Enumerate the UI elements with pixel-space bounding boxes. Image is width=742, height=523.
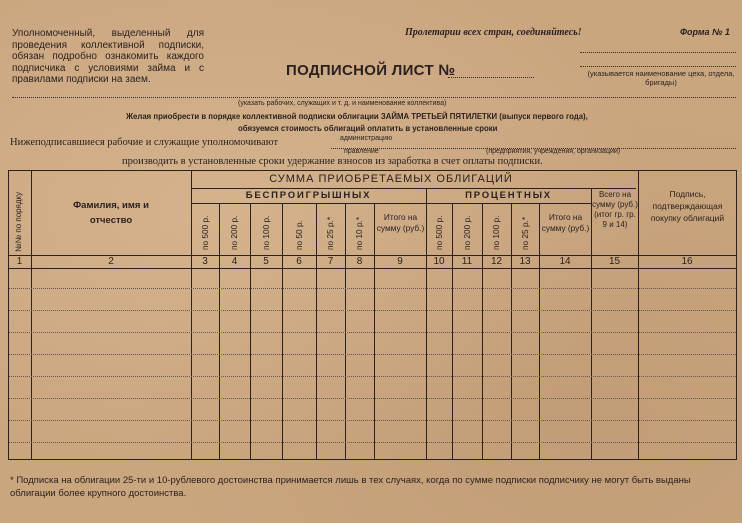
signature-column-header: Подпись, подтверждающая покупку облигаций — [650, 189, 725, 223]
col-line-1 — [31, 170, 32, 460]
table-row[interactable] — [9, 398, 736, 399]
col-number-14: 14 — [559, 256, 571, 267]
no-win-col-10: по 10 р.* — [354, 216, 364, 250]
page-title: ПОДПИСНОЙ ЛИСТ № — [286, 62, 456, 79]
col-number-6: 6 — [296, 256, 302, 267]
interest-col-500: по 500 р. — [434, 215, 444, 250]
col-number-8: 8 — [356, 256, 363, 267]
no-win-total-header: Итого на сумму (руб.) — [376, 212, 425, 233]
department-line-1 — [580, 52, 736, 53]
department-hint: (указывается наименование цеха, отдела, бригады) — [587, 69, 735, 87]
col-number-7: 7 — [327, 256, 334, 267]
col-number-9: 9 — [397, 256, 403, 267]
col-number-1: 1 — [16, 256, 23, 267]
subscription-table — [8, 170, 737, 460]
col-number-16: 16 — [681, 256, 693, 267]
table-row[interactable] — [9, 420, 736, 421]
col-number-12: 12 — [490, 256, 503, 267]
table-row[interactable] — [9, 354, 736, 355]
interest-total-header: Итого на сумму (руб.) — [541, 212, 590, 233]
col-line-2 — [191, 170, 192, 460]
footnote: * Подписка на облигации 25-ти и 10-рублевого достоинства принимается лишь в тех случаях, когда по сумме подписки подписчику не могут быть выданы облигации более крупного достоинства. — [10, 475, 691, 499]
no-win-col-100: по 100 р. — [261, 215, 271, 250]
table-top-border — [8, 170, 737, 171]
no-win-col-200: по 200 р. — [229, 215, 239, 250]
authorize-below-2: (предприятия, учреждения, организации) — [486, 148, 621, 155]
authorize-suffix: производить в установленные сроки удержание взносов из заработка в счет оплаты подписки. — [122, 156, 543, 167]
col-number-3: 3 — [202, 256, 208, 267]
col-number-4: 4 — [231, 256, 238, 267]
authorize-below-1: правление — [344, 148, 379, 155]
name-column-header: Фамилия, имя и отчество — [73, 200, 149, 226]
table-row[interactable] — [9, 288, 736, 289]
group-title-bottom — [191, 203, 591, 204]
interest-col-100: по 100 р. — [491, 215, 501, 250]
list-number-line — [448, 77, 534, 78]
authorize-prefix: Нижеподписавшиеся рабочие и служащие уполномочивают — [10, 137, 279, 148]
declaration-line-2: обязуемся стоимость облигаций оплатить в установленные сроки — [238, 124, 498, 133]
col-number-5: 5 — [263, 256, 269, 267]
table-number-row-bottom — [8, 268, 737, 269]
notice-text: Уполномоченный, выделенный для проведения коллективной подписки, обязан подробно ознакомить каждого подписчика с условиями займа и с правилами подписки на заем. — [12, 28, 204, 85]
declaration-line-1: Желая приобрести в порядке коллективной подписки облигации ЗАЙМА ТРЕТЬЕЙ ПЯТИЛЕТКИ (выпуск первого года), — [126, 112, 588, 121]
col-number-2: 2 — [108, 256, 114, 267]
group-no-win-label: БЕСПРОИГРЫШНЫХ — [245, 190, 372, 201]
sum-title: СУММА ПРИОБРЕТАЕМЫХ ОБЛИГАЦИЙ — [269, 173, 513, 185]
department-line-2 — [580, 66, 736, 67]
col-number-10: 10 — [433, 256, 445, 267]
interest-col-25: по 25 р.* — [520, 216, 530, 250]
table-row[interactable] — [9, 332, 736, 333]
col-number-11: 11 — [461, 256, 473, 267]
col-number-13: 13 — [519, 256, 531, 267]
collective-hint: (указать рабочих, служащих и т. д. и наименование коллектива) — [238, 100, 447, 107]
no-win-col-25: по 25 р.* — [325, 216, 335, 250]
form-number: Форма № 1 — [680, 27, 730, 37]
table-bottom-border — [8, 459, 737, 460]
interest-col-200: по 200 р. — [462, 215, 472, 250]
total-column-header: Всего на сумму (руб.) (итог гр. гр. 9 и 14) — [592, 190, 638, 229]
col-line-left — [8, 170, 9, 460]
table-row[interactable] — [9, 310, 736, 311]
authorize-above: администрацию — [340, 135, 393, 142]
group-interest-label: ПРОЦЕНТНЫХ — [465, 190, 552, 201]
no-win-col-500: по 500 р. — [200, 215, 210, 250]
table-row[interactable] — [9, 376, 736, 377]
collective-line — [12, 97, 736, 98]
col-line-right — [736, 170, 737, 460]
row-number-header: №№ по порядку — [14, 191, 23, 252]
no-win-col-50: по 50 р. — [294, 220, 304, 250]
sum-title-bottom — [191, 188, 636, 189]
col-number-15: 15 — [608, 256, 621, 267]
table-row[interactable] — [9, 442, 736, 443]
slogan: Пролетарии всех стран, соединяйтесь! — [405, 27, 582, 38]
